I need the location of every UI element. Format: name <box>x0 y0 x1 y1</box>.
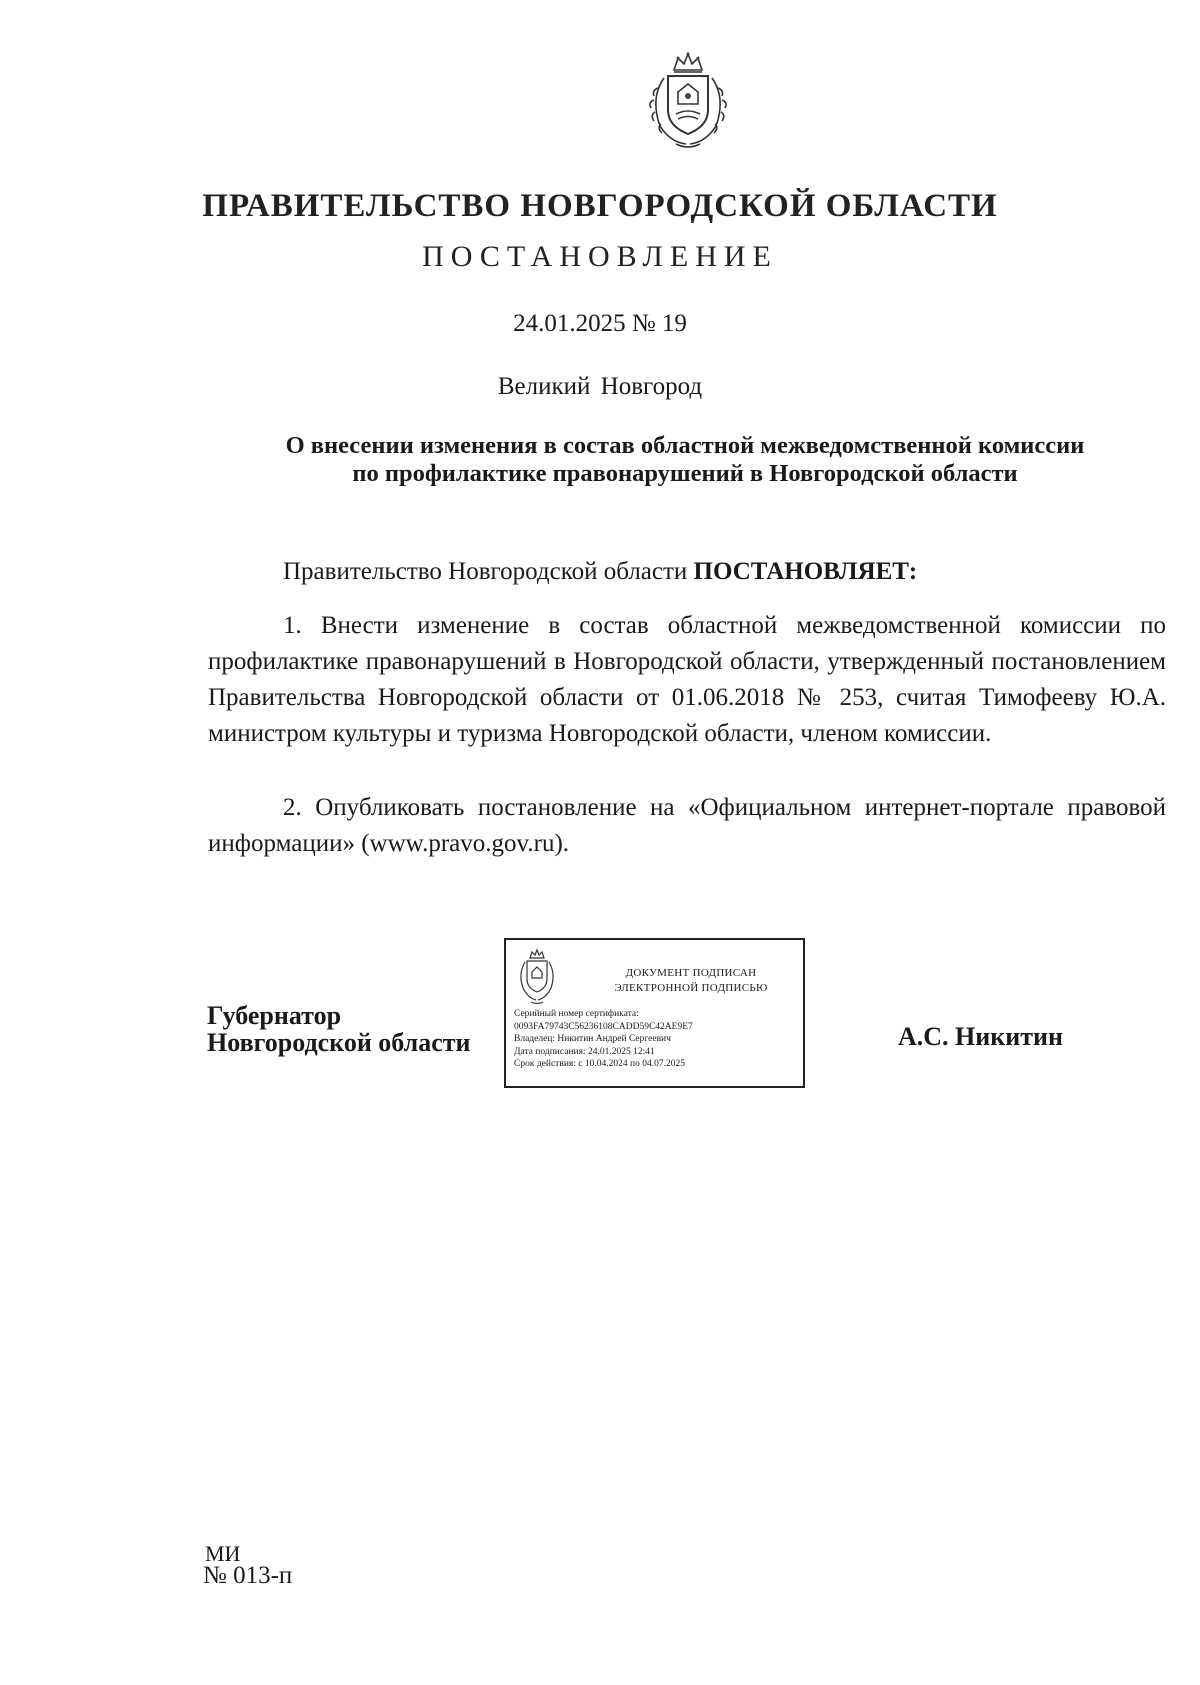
stamp-cert-number: 0093FA79743C56236108CADD59C42AE9E7 <box>514 1021 693 1032</box>
subject-line-2: по профилактике правонарушений в Новгородской области <box>352 460 1018 487</box>
document-city: Великий Новгород <box>497 373 703 400</box>
internal-number: № 013-п <box>203 1562 293 1589</box>
stamp-owner: Владелец: Никитин Андрей Сергеевич <box>514 1034 671 1044</box>
signatory-position-line-1: Губернатор <box>207 1001 342 1030</box>
stamp-signed-date: Дата подписания: 24.01.2025 12:41 <box>514 1046 655 1057</box>
signatory-name: А.С. Никитин <box>898 1022 1063 1051</box>
electronic-signature-stamp <box>504 938 805 1088</box>
preamble <box>283 558 917 586</box>
stamp-cert-label: Серийный номер сертификата: <box>514 1009 639 1019</box>
document-type: ПОСТАНОВЛЕНИЕ <box>422 240 778 273</box>
preamble-text: Правительство Новгородской области <box>283 558 694 585</box>
document-date-number: 24.01.2025 № 19 <box>513 310 687 337</box>
decree-point-2: 2. Опубликовать постановление на «Официальном интернет-портале правовой информации» (www.pravo.gov.ru). <box>208 794 1166 857</box>
signatory-position <box>207 1002 471 1056</box>
coat-of-arms-icon <box>640 48 736 152</box>
stamp-heading-line-1: ДОКУМЕНТ ПОДПИСАН <box>625 967 757 979</box>
stamp-heading-line-2: ЭЛЕКТРОННОЙ ПОДПИСЬЮ <box>614 982 768 994</box>
stamp-details <box>514 1008 804 1071</box>
document-subject <box>205 432 1165 488</box>
stamp-heading <box>586 966 796 996</box>
subject-line-1: О внесении изменения в состав областной межведомственной комиссии <box>285 432 1085 459</box>
government-title: ПРАВИТЕЛЬСТВО НОВГОРОДСКОЙ ОБЛАСТИ <box>202 188 998 224</box>
stamp-coat-of-arms-icon <box>514 948 560 1006</box>
signatory-position-line-2: Новгородской области <box>207 1028 471 1057</box>
decree-point-1: 1. Внести изменение в состав областной межведомственной комиссии по профилактике правонарушений в Новгородской области, утвержденный постановлением Правительства Новгородской области от 01.06.2018 № 253, считая Тимофееву Ю.А. министром культуры и туризма Новгородской области, членом комиссии. <box>208 612 1166 747</box>
executor-initials: МИ <box>205 1541 241 1566</box>
preamble-keyword: ПОСТАНОВЛЯЕТ: <box>693 558 918 585</box>
stamp-validity: Срок действия: с 10.04.2024 по 04.07.2025 <box>514 1059 685 1069</box>
